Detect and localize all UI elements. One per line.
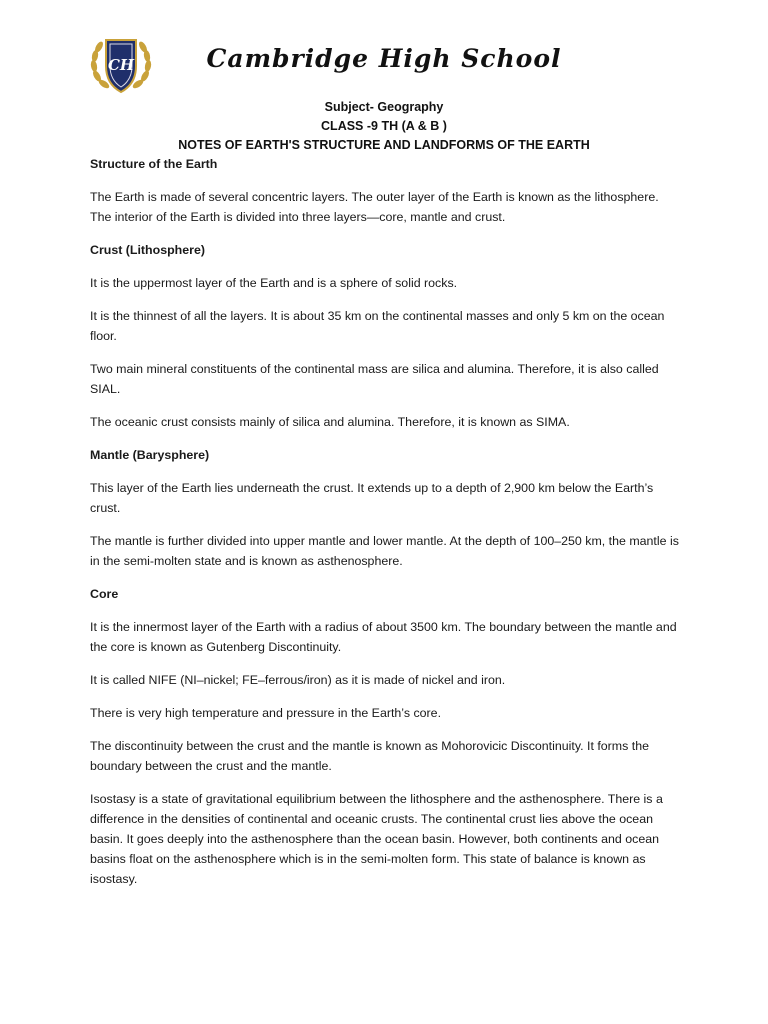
document-header xyxy=(0,98,768,155)
paragraph: It is called NIFE (NI–nickel; FE–ferrous/iron) as it is made of nickel and iron. xyxy=(90,673,506,687)
document-body xyxy=(90,154,680,902)
paragraph: It is the uppermost layer of the Earth and is a sphere of solid rocks. xyxy=(90,276,458,290)
paragraph: Two main mineral constituents of the continental mass are silica and alumina. Therefore, it is also called SIAL. xyxy=(90,362,659,396)
subject-line: Subject- Geography xyxy=(324,100,444,114)
logo-monogram: CH xyxy=(107,56,135,74)
paragraph: This layer of the Earth lies underneath the crust. It extends up to a depth of 2,900 km below the Earth’s crust. xyxy=(90,481,654,515)
school-name: Cambridge High School xyxy=(206,44,562,73)
paragraph: The oceanic crust consists mainly of silica and alumina. Therefore, it is known as SIMA. xyxy=(90,415,570,429)
section-heading: Mantle (Barysphere) xyxy=(90,448,210,462)
section-heading: Crust (Lithosphere) xyxy=(90,243,205,257)
paragraph: Isostasy is a state of gravitational equilibrium between the lithosphere and the asthenosphere. There is a difference in the densities of continental and oceanic crusts. The continental crust lies above the ocean basin. It goes deeply into the asthenosphere than the ocean basin. However, both continents and ocean basins float on the asthenosphere which is in the semi-molten form. This state of balance is known as isostasy. xyxy=(90,792,663,886)
paragraph: The discontinuity between the crust and the mantle is known as Mohorovicic Discontinuity. It forms the boundary between the crust and the mantle. xyxy=(90,739,649,773)
paragraph: The mantle is further divided into upper mantle and lower mantle. At the depth of 100–250 km, the mantle is in the semi-molten state and is known as asthenosphere. xyxy=(90,534,679,568)
notes-title: NOTES OF EARTH'S STRUCTURE AND LANDFORMS OF THE EARTH xyxy=(178,138,590,152)
paragraph: There is very high temperature and pressure in the Earth’s core. xyxy=(90,706,442,720)
paragraph: It is the thinnest of all the layers. It is about 35 km on the continental masses and only 5 km on the ocean floor. xyxy=(90,309,665,343)
paragraph: It is the innermost layer of the Earth with a radius of about 3500 km. The boundary between the mantle and the core is known as Gutenberg Discontinuity. xyxy=(90,620,677,654)
paragraph: The Earth is made of several concentric layers. The outer layer of the Earth is known as the lithosphere. The interior of the Earth is divided into three layers—core, mantle and crust. xyxy=(90,190,659,224)
class-line: CLASS -9 TH (A & B ) xyxy=(321,119,447,133)
section-heading: Core xyxy=(90,587,119,601)
section-heading: Structure of the Earth xyxy=(90,157,218,171)
